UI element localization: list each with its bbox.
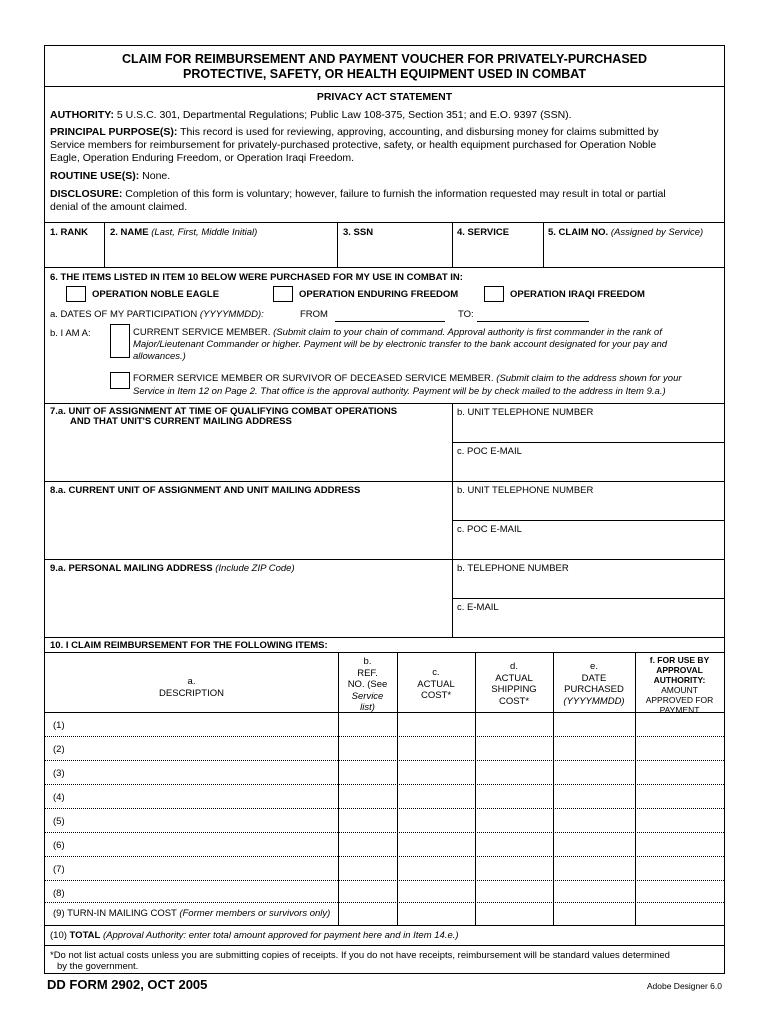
col-f-line1: f. FOR USE BY xyxy=(649,655,710,665)
checkbox-iraqi-freedom[interactable] xyxy=(484,286,504,302)
table-row-label: (7) xyxy=(53,864,65,875)
item7b-unit-phone[interactable]: b. UNIT TELEPHONE NUMBER xyxy=(457,407,594,418)
table-row-label: (8) xyxy=(53,888,65,899)
item10-heading: 10. I CLAIM REIMBURSEMENT FOR THE FOLLOWING ITEMS: xyxy=(50,640,328,651)
purpose-text-1: This record is used for reviewing, approving, accounting, and disbursing money for claims submitted by xyxy=(180,126,659,138)
table-row-label: (2) xyxy=(53,744,65,755)
item7a-address-field[interactable] xyxy=(46,428,450,480)
rank-field[interactable]: 1. RANK xyxy=(50,227,89,238)
form-title-line2: PROTECTIVE, SAFETY, OR HEALTH EQUIPMENT USED IN COMBAT xyxy=(182,67,587,81)
col-b-line5: list) xyxy=(360,702,375,713)
col-b-line2: REF. xyxy=(357,667,378,679)
routine-label: ROUTINE USE(S): xyxy=(50,170,140,182)
current-member-label: CURRENT SERVICE MEMBER. xyxy=(133,327,271,338)
col-f-line3: AUTHORITY: xyxy=(653,675,706,685)
turnin-hint: (Former members or survivors only) xyxy=(179,908,331,919)
checkbox-former-member[interactable] xyxy=(110,372,130,389)
total-label: TOTAL xyxy=(69,930,101,941)
privacy-heading: PRIVACY ACT STATEMENT xyxy=(316,91,453,103)
dates-label: a. DATES OF MY PARTICIPATION xyxy=(50,309,198,320)
col-a-header xyxy=(45,676,338,699)
to-date-input[interactable] xyxy=(477,321,589,322)
purpose-text-2: Service members for reimbursement for privately-purchased protective, safety, or health equipment purchased for Operation Noble xyxy=(50,139,657,151)
col-f-line6: PAYMENT xyxy=(659,705,700,715)
footnote-line1: *Do not list actual costs unless you are submitting copies of receipts. If you do not have receipts, reimbursement will be standard values determined xyxy=(50,950,670,961)
col-d-line3: SHIPPING xyxy=(491,684,537,695)
dates-hint: (YYYYMMDD): xyxy=(199,309,264,320)
col-d-letter: d. xyxy=(510,661,518,672)
total-row xyxy=(50,930,720,942)
dates-participation xyxy=(50,309,264,321)
col-e-header xyxy=(553,661,635,707)
col-e-line2: DATE xyxy=(581,672,607,684)
col-b-line3: NO. (See xyxy=(347,679,388,690)
col-c-header xyxy=(397,667,475,702)
col-c-line3: COST* xyxy=(420,690,452,701)
checkbox-current-member[interactable] xyxy=(110,324,130,358)
purpose-label: PRINCIPAL PURPOSE(S): xyxy=(50,126,178,138)
col-f-header xyxy=(635,655,724,715)
col-e-line4: (YYYYMMDD) xyxy=(563,695,625,707)
total-num: (10) xyxy=(50,930,67,941)
claim-no-label: 5. CLAIM NO. xyxy=(548,227,609,238)
col-e-line3: PURCHASED xyxy=(564,684,624,695)
checkbox-enduring-freedom[interactable] xyxy=(273,286,293,302)
table-row-label: (6) xyxy=(53,840,65,851)
col-f-line5: APPROVED FOR xyxy=(645,695,714,705)
col-d-line4: COST* xyxy=(498,695,530,707)
item6-heading: 6. THE ITEMS LISTED IN ITEM 10 BELOW WERE PURCHASED FOR MY USE IN COMBAT IN: xyxy=(50,272,463,283)
to-label: TO: xyxy=(458,309,474,320)
item9b-telephone[interactable]: b. TELEPHONE NUMBER xyxy=(457,563,569,574)
name-label: 2. NAME xyxy=(110,227,149,238)
item8b-unit-phone[interactable]: b. UNIT TELEPHONE NUMBER xyxy=(457,485,594,496)
item8a-address-field[interactable] xyxy=(46,498,450,558)
former-member-text-1: (Submit claim to the address shown for your xyxy=(496,373,682,384)
name-hint: (Last, First, Middle Initial) xyxy=(151,227,258,238)
turnin-row xyxy=(53,908,330,920)
item7a-label-1: 7.a. UNIT OF ASSIGNMENT AT TIME OF QUALIFYING COMBAT OPERATIONS xyxy=(50,406,398,417)
current-member-text-3: allowances.) xyxy=(133,351,186,362)
from-label: FROM xyxy=(300,309,328,320)
principal-purpose xyxy=(50,126,722,139)
current-member-text-1: (Submit claim to your chain of command. Approval authority is first commander in the rank of xyxy=(273,327,662,338)
op-iraqi-freedom-label: OPERATION IRAQI FREEDOM xyxy=(510,289,645,300)
authority-text: 5 U.S.C. 301, Departmental Regulations; Public Law 108-375, Section 351; and E.O. 9397 (SSN). xyxy=(116,109,572,121)
disclosure-text-2: denial of the amount claimed. xyxy=(50,201,188,213)
authority xyxy=(50,109,720,122)
disclosure xyxy=(50,188,722,201)
item9a-label-text: 9.a. PERSONAL MAILING ADDRESS xyxy=(50,563,213,574)
routine-text: None. xyxy=(142,170,171,182)
col-d-line2: ACTUAL xyxy=(495,672,533,684)
op-noble-eagle-label: OPERATION NOBLE EAGLE xyxy=(92,289,220,300)
footnote-line2: by the government. xyxy=(57,961,139,972)
from-date-input[interactable] xyxy=(335,321,445,322)
table-row-label: (4) xyxy=(53,792,65,803)
ssn-field[interactable]: 3. SSN xyxy=(343,227,374,238)
col-b-letter: b. xyxy=(363,656,372,667)
checkbox-noble-eagle[interactable] xyxy=(66,286,86,302)
op-enduring-freedom-label: OPERATION ENDURING FREEDOM xyxy=(299,289,459,300)
routine-use xyxy=(50,170,170,183)
purpose-text-3: Eagle, Operation Enduring Freedom, or Operation Iraqi Freedom. xyxy=(50,152,355,164)
col-c-letter: c. xyxy=(432,667,440,678)
former-member-line1 xyxy=(133,373,723,385)
item7c-poc-email[interactable]: c. POC E-MAIL xyxy=(457,446,522,457)
current-member-line1 xyxy=(133,327,723,339)
col-f-line2: APPROVAL xyxy=(656,665,703,675)
form-frame xyxy=(44,45,725,974)
form-title-line1: CLAIM FOR REIMBURSEMENT AND PAYMENT VOUCHER FOR PRIVATELY-PURCHASED xyxy=(121,52,648,66)
col-d-header xyxy=(475,661,553,707)
table-row-label: (1) xyxy=(53,720,65,731)
current-member-text-2: Major/Lieutenant Commander or higher. Payment will be by electronic transfer to the bank account designated for your pay and xyxy=(133,339,668,350)
claim-no-hint: (Assigned by Service) xyxy=(610,227,704,238)
former-member-label: FORMER SERVICE MEMBER OR SURVIVOR OF DECEASED SERVICE MEMBER. xyxy=(133,373,494,384)
col-f-line4: AMOUNT xyxy=(661,685,698,695)
form-id: DD FORM 2902, OCT 2005 xyxy=(47,977,208,992)
claim-no-field[interactable] xyxy=(548,227,724,239)
name-field[interactable] xyxy=(110,227,335,239)
item9a-label xyxy=(50,563,295,575)
disclosure-text-1: Completion of this form is voluntary; however, failure to furnish the information requested may result in total or partial xyxy=(125,188,666,200)
col-b-line4: Service xyxy=(351,690,384,702)
former-member-text-2: Service in Item 12 on Page 2. That office is the approval authority. Payment will be by check mailed to the address in Item 9.a.) xyxy=(133,386,666,397)
table-row-label: (3) xyxy=(53,768,65,779)
service-field[interactable]: 4. SERVICE xyxy=(457,227,510,238)
item9a-hint: (Include ZIP Code) xyxy=(215,563,295,574)
item8a-label: 8.a. CURRENT UNIT OF ASSIGNMENT AND UNIT MAILING ADDRESS xyxy=(50,485,361,496)
col-b-header xyxy=(338,656,397,714)
item7a-label-2: AND THAT UNIT'S CURRENT MAILING ADDRESS xyxy=(70,416,292,427)
software-note: Adobe Designer 6.0 xyxy=(646,981,722,991)
table-row-label: (5) xyxy=(53,816,65,827)
col-a-title: DESCRIPTION xyxy=(159,687,224,699)
col-a-letter: a. xyxy=(187,676,196,687)
item8c-poc-email[interactable]: c. POC E-MAIL xyxy=(457,524,522,535)
col-e-letter: e. xyxy=(590,661,598,672)
disclosure-label: DISCLOSURE: xyxy=(50,188,123,200)
item9a-address-field[interactable] xyxy=(46,576,450,636)
turnin-label: (9) TURN-IN MAILING COST xyxy=(53,908,177,919)
col-c-line2: ACTUAL xyxy=(417,678,455,690)
i-am-a-label: b. I AM A: xyxy=(50,328,91,339)
total-hint: (Approval Authority: enter total amount approved for payment here and in Item 14.e.) xyxy=(102,930,459,941)
item9c-email[interactable]: c. E-MAIL xyxy=(457,602,499,613)
authority-label: AUTHORITY: xyxy=(50,109,114,121)
